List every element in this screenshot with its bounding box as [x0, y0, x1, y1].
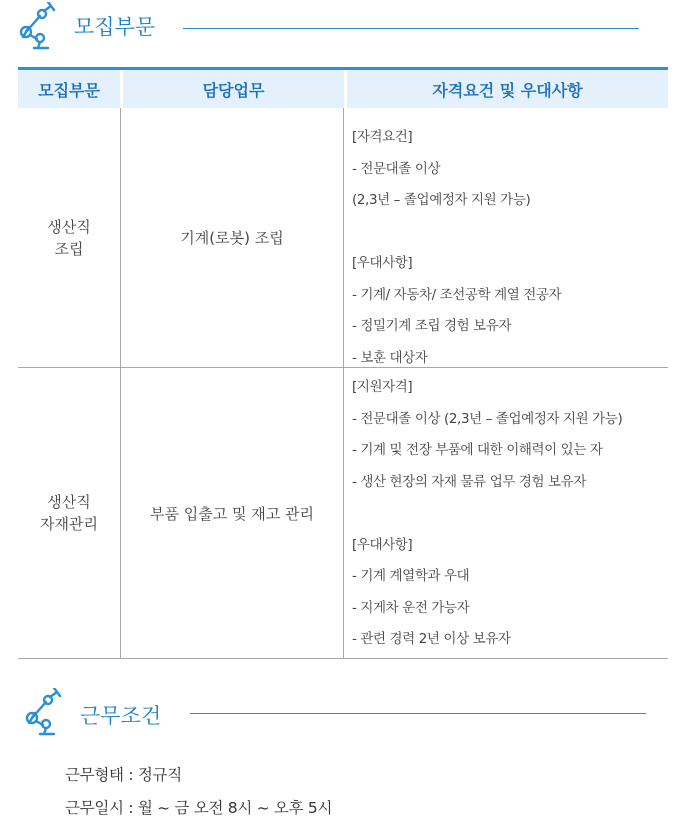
division-line: 조립 [54, 239, 84, 258]
division-line: 생산직 [47, 217, 91, 236]
requirement-line: - 기계/ 자동차/ 조선공학 계열 전공자 [352, 286, 562, 303]
requirement-line: - 전문대졸 이상 (2,3년 – 졸업예정자 지원 가능) [352, 410, 623, 427]
requirement-line: - 전문대졸 이상 [352, 160, 441, 177]
header-duty: 담당업무 [123, 70, 347, 108]
header-division: 모집부문 [18, 70, 123, 108]
section-divider [190, 713, 646, 714]
duty-cell: 기계(로봇) 조립 [121, 108, 344, 367]
requirement-line: - 지게차 운전 가능자 [352, 599, 470, 616]
requirement-line: - 정밀기계 조립 경험 보유자 [352, 318, 512, 334]
table-row [18, 368, 668, 659]
requirement-line [352, 498, 668, 530]
condition-work-hours: 근무일시 : 월 ~ 금 오전 8시 ~ 오후 5시 [65, 799, 333, 817]
requirement-line: - 기계 계열학과 우대 [352, 568, 470, 584]
requirement-line: (2,3년 – 졸업예정자 지원 가능) [352, 192, 531, 208]
requirements-cell [344, 368, 668, 658]
requirement-line [352, 217, 668, 249]
division-line: 자재관리 [40, 515, 98, 533]
header-requirements: 자격요건 및 우대사항 [432, 80, 583, 100]
duty-cell: 부품 입출고 및 재고 관리 [121, 368, 344, 658]
requirement-line: [우대사항] [352, 255, 413, 271]
condition-employment-type: 근무형태 : 정규직 [65, 766, 182, 784]
table-row [18, 108, 668, 368]
division-line: 생산직 [47, 493, 91, 511]
section-title: 근무조건 [80, 704, 162, 728]
recruitment-table [18, 67, 668, 659]
division-cell [18, 368, 121, 658]
section-header-recruit [0, 2, 696, 52]
requirement-line: [우대사항] [352, 536, 413, 553]
robot-arm-icon [18, 2, 62, 50]
table-header-row [18, 67, 668, 108]
section-header-conditions [0, 688, 696, 738]
division-cell [18, 108, 121, 367]
requirement-line: [지원자격] [352, 379, 413, 395]
requirement-line: - 관련 경력 2년 이상 보유자 [352, 631, 511, 647]
requirements-cell [344, 108, 668, 367]
requirement-line: - 생산 현장의 자재 물류 업무 경험 보유자 [352, 473, 586, 490]
requirement-line: [자격요건] [352, 129, 413, 145]
section-title: 모집부문 [74, 15, 156, 39]
requirement-line: - 보훈 대상자 [352, 349, 428, 366]
robot-arm-icon [24, 688, 68, 736]
requirement-line: - 기계 및 전장 부품에 대한 이해력이 있는 자 [352, 442, 603, 458]
section-divider [183, 28, 639, 29]
